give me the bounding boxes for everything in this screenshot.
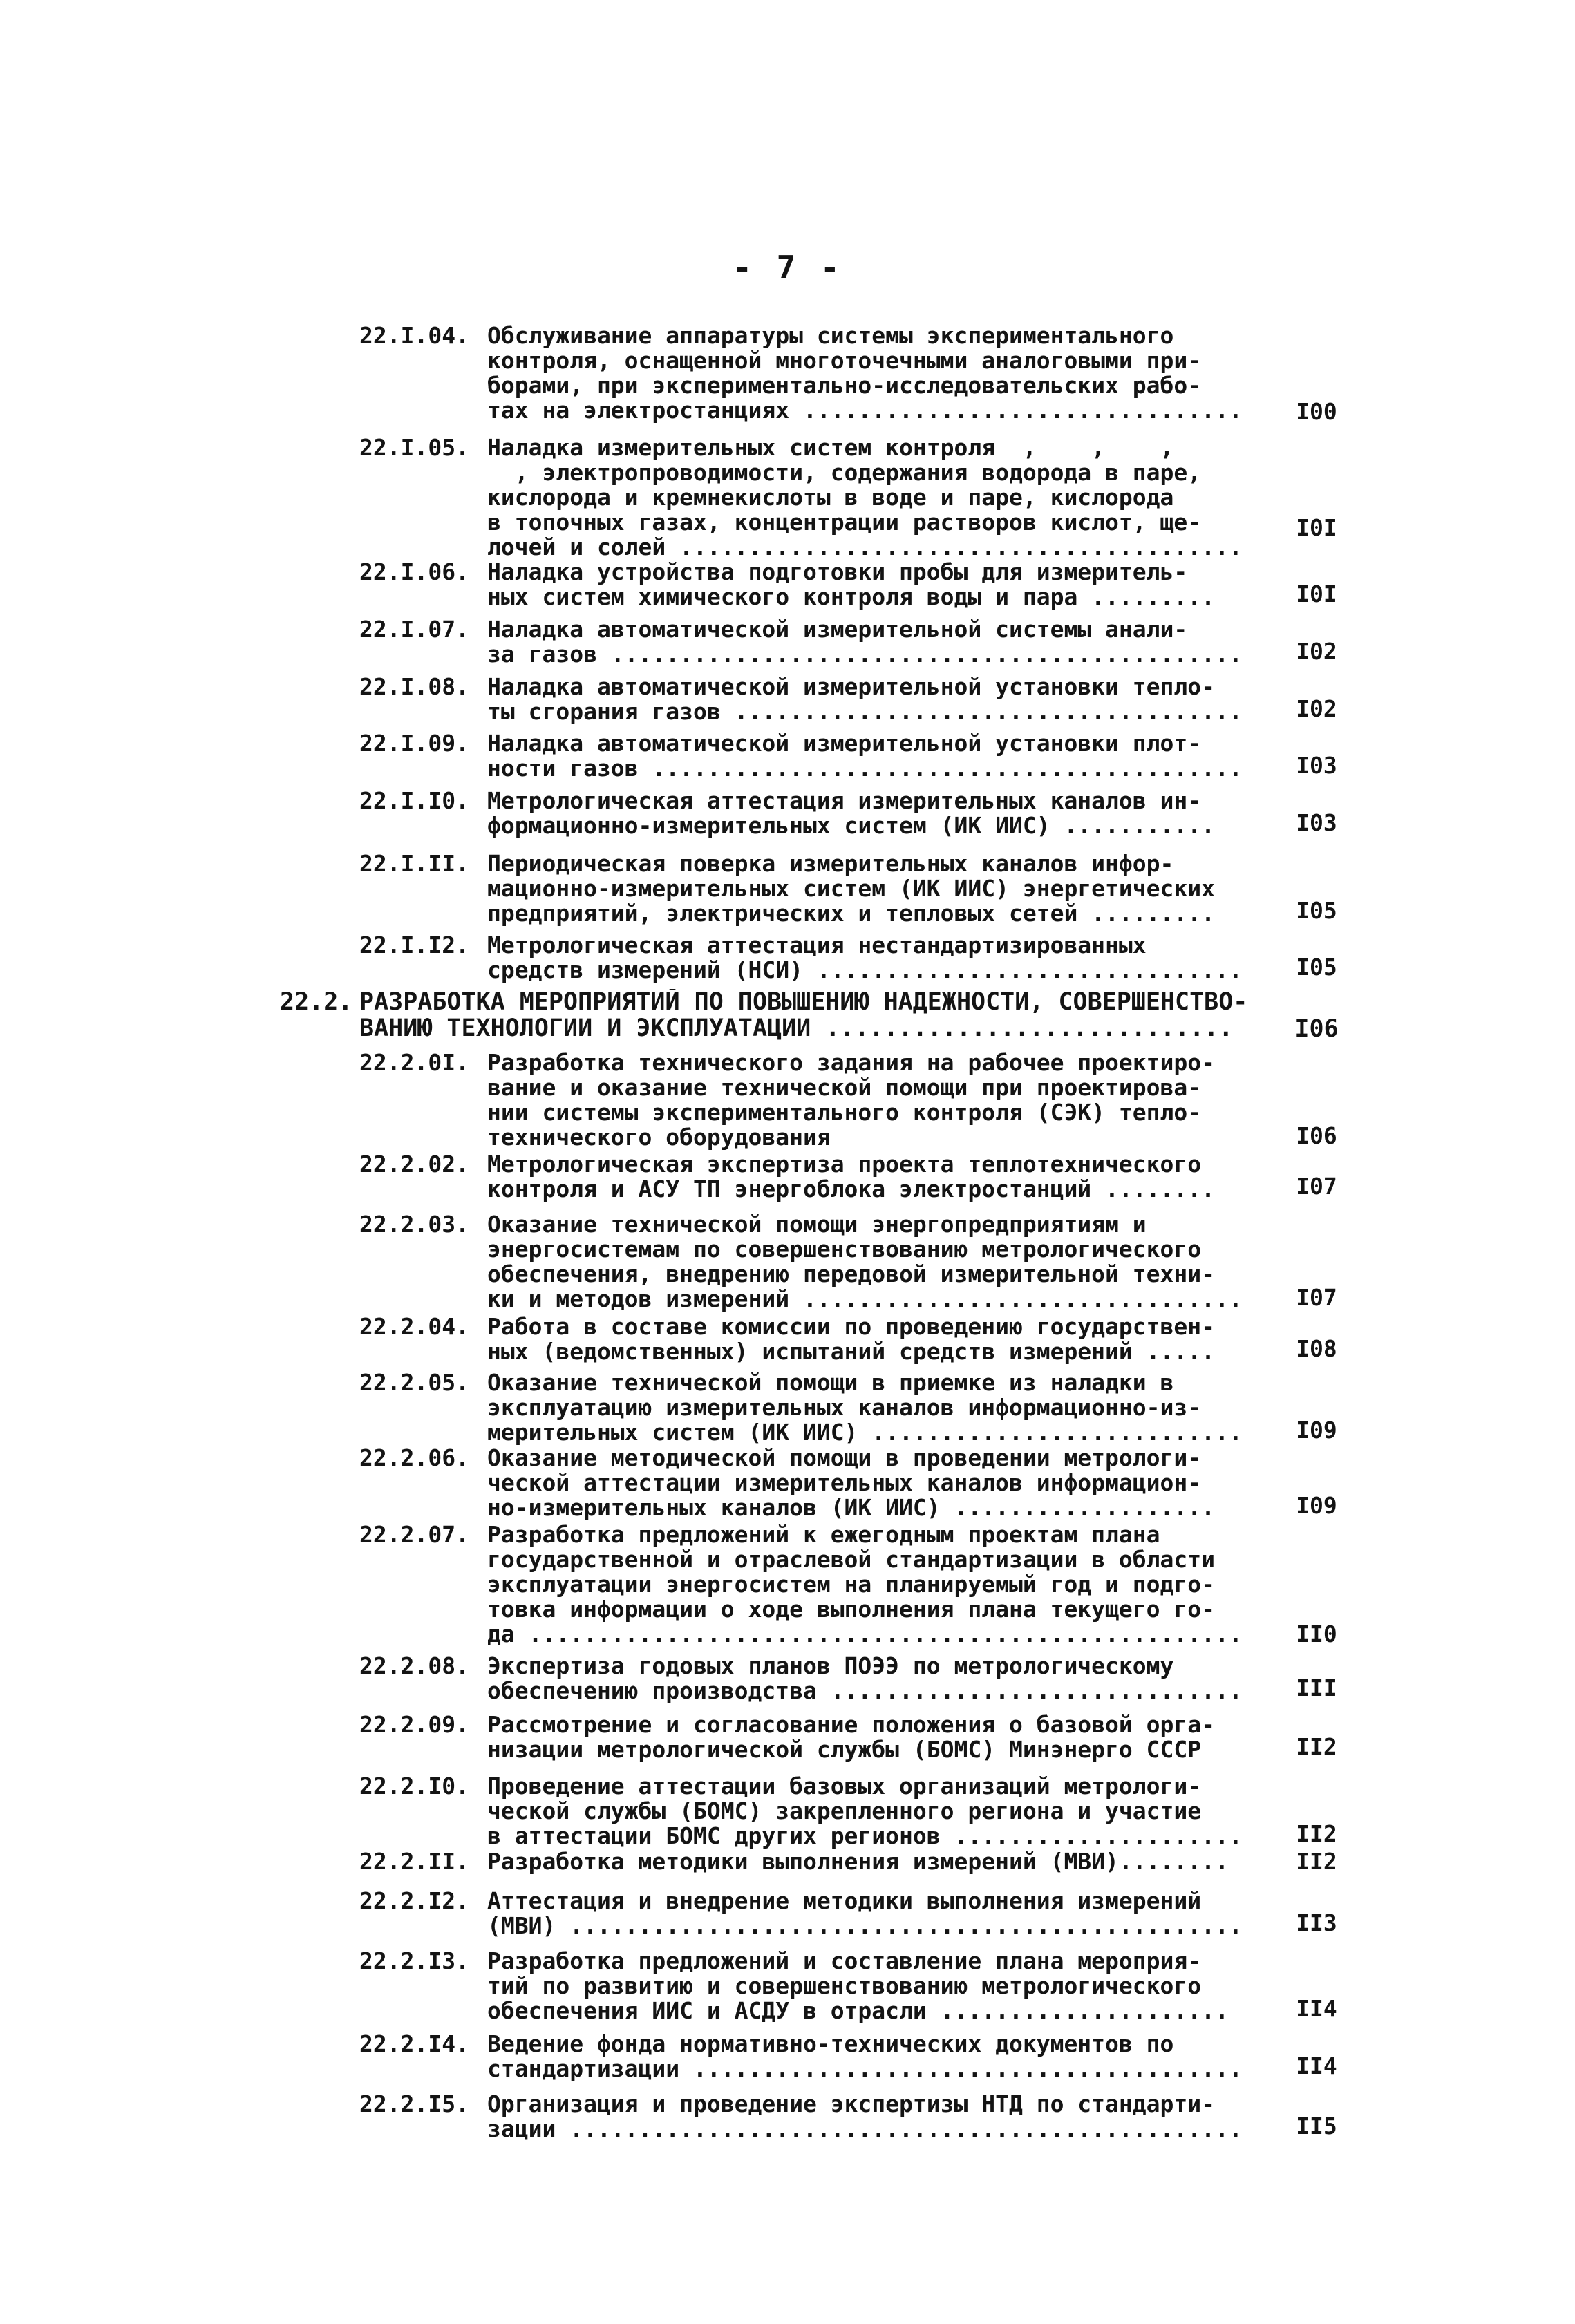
entry-title-line: зации ................................................. <box>487 2117 1243 2142</box>
entry-title <box>487 1314 1258 1364</box>
entry-title-line: Обслуживание аппаратуры системы экспериментального <box>487 323 1174 348</box>
entry-page-number: II2 <box>1296 1733 1337 1760</box>
entry-code: 22.2.I2. <box>359 1887 469 1914</box>
entry-title <box>487 731 1258 781</box>
entry-title-line: Работа в составе комиссии по проведению государствен- <box>487 1314 1215 1339</box>
entry-title-line: Наладка автоматической измерительной системы анали- <box>487 617 1188 642</box>
entry-title-line: в аттестации БОМС других регионов ..................... <box>487 1824 1243 1849</box>
entry-title-line: ных (ведомственных) испытаний средств измерений ..... <box>487 1339 1215 1364</box>
entry-title-line: ных систем химического контроля воды и пара ......... <box>487 585 1215 610</box>
entry-title <box>487 1522 1258 1647</box>
entry-title-line: Наладка автоматической измерительной установки тепло- <box>487 674 1215 699</box>
entry-title-line: Оказание методической помощи в проведении метрологи- <box>487 1446 1202 1471</box>
entry-title-line: обеспечения ИИС и АСДУ в отрасли ..................... <box>487 1999 1229 2023</box>
entry-page-number: II4 <box>1296 1995 1337 2022</box>
entry-code: 22.I.II. <box>359 850 469 877</box>
entry-title-line: Разработка технического задания на рабочее проектиро- <box>487 1050 1215 1075</box>
entry-page-number: I07 <box>1296 1173 1337 1200</box>
entry-title-line: предприятий, электрических и тепловых сетей ......... <box>487 901 1215 926</box>
entry-code: 22.2.05. <box>359 1369 469 1396</box>
entry-title <box>487 1712 1258 1762</box>
entry-code: 22.I.09. <box>359 730 469 757</box>
entry-code: 22.2.03. <box>359 1211 469 1238</box>
entry-title-line: мерительных систем (ИК ИИС) ........................... <box>487 1420 1243 1445</box>
entry-code: 22.I.05. <box>359 434 469 461</box>
entry-page-number: I00 <box>1296 398 1337 425</box>
entry-title-line: Наладка устройства подготовки пробы для измеритель- <box>487 560 1188 585</box>
entry-code: 22.2.I0. <box>359 1773 469 1799</box>
entry-title-line: эксплуатацию измерительных каналов информационно-из- <box>487 1395 1202 1420</box>
entry-title-line: ВАНИЮ ТЕХНОЛОГИИ И ЭКСПЛУАТАЦИИ ............................ <box>359 1015 1234 1041</box>
entry-title-line: РАЗРАБОТКА МЕРОПРИЯТИЙ ПО ПОВЫШЕНИЮ НАДЕЖНОСТИ, СОВЕРШЕНСТВО- <box>359 989 1248 1015</box>
entry-title <box>487 435 1258 560</box>
entry-title-line: но-измерительных каналов (ИК ИИС) ................... <box>487 1495 1215 1520</box>
entry-title-line: контроля, оснащенной многоточечными аналоговыми при- <box>487 348 1202 373</box>
entry-title-line: Метрологическая аттестация нестандартизированных <box>487 933 1147 958</box>
entry-code: 22.2.I5. <box>359 2090 469 2117</box>
entry-title <box>487 1889 1258 1938</box>
entry-code: 22.2.06. <box>359 1444 469 1471</box>
entry-title <box>487 851 1258 926</box>
entry-title <box>487 1370 1258 1445</box>
entry-code: 22.2.04. <box>359 1313 469 1340</box>
entry-page-number: II5 <box>1296 2113 1337 2139</box>
entry-title <box>487 674 1258 724</box>
entry-page-number: I06 <box>1296 1122 1337 1149</box>
entry-title <box>487 2092 1258 2142</box>
entry-title-line: Экспертиза годовых планов ПОЭЭ по метрологическому <box>487 1654 1174 1679</box>
entry-code: 22.2.I4. <box>359 2030 469 2057</box>
entry-title <box>359 989 1258 1041</box>
entry-title-line: эксплуатации энергосистем на планируемый год и подго- <box>487 1572 1215 1597</box>
entry-title-line: Разработка предложений к ежегодным проектам плана <box>487 1522 1160 1547</box>
entry-page-number: II0 <box>1296 1621 1337 1647</box>
entry-title <box>487 933 1258 983</box>
entry-code: 22.2.09. <box>359 1711 469 1738</box>
entry-title-line: Аттестация и внедрение методики выполнения измерений <box>487 1889 1202 1914</box>
entry-title <box>487 2032 1258 2081</box>
entry-title-line: Организация и проведение экспертизы НТД по стандарти- <box>487 2092 1215 2117</box>
entry-page-number: I05 <box>1296 897 1337 924</box>
entry-title-line: в топочных газах, концентрации растворов кислот, ще- <box>487 510 1202 535</box>
entry-page-number: I02 <box>1296 695 1337 722</box>
entry-title-line: Проведение аттестации базовых организаций метрологи- <box>487 1774 1202 1799</box>
entry-title-line: Рассмотрение и согласование положения о базовой орга- <box>487 1712 1215 1737</box>
entry-title-line: товка информации о ходе выполнения плана текущего го- <box>487 1597 1215 1622</box>
entry-title-line: за газов .............................................. <box>487 642 1243 667</box>
entry-title <box>487 1446 1258 1520</box>
entry-page-number: II2 <box>1296 1820 1337 1847</box>
entry-title-line: вание и оказание технической помощи при проектирова- <box>487 1075 1202 1100</box>
entry-page-number: I03 <box>1296 752 1337 779</box>
entry-title-line: обеспечению производства .............................. <box>487 1679 1243 1703</box>
entry-title-line: Оказание технической помощи в приемке из наладки в <box>487 1370 1174 1395</box>
entry-title <box>487 1654 1258 1703</box>
entry-title-line: государственной и отраслевой стандартизации в области <box>487 1547 1215 1572</box>
entry-code: 22.2.II. <box>359 1848 469 1875</box>
entry-title-line: Разработка методики выполнения измерений (МВИ)........ <box>487 1849 1229 1874</box>
entry-code: 22.2. <box>280 988 353 1016</box>
entry-title-line: обеспечения, внедрению передовой измерительной техни- <box>487 1262 1215 1287</box>
entry-title-line: ческой службы (БОМС) закрепленного региона и участие <box>487 1799 1202 1824</box>
entry-title <box>487 1849 1258 1874</box>
page-number: - 7 - <box>733 249 842 286</box>
entry-page-number: I02 <box>1296 638 1337 665</box>
entry-code: 22.2.07. <box>359 1521 469 1548</box>
entry-page-number: II2 <box>1296 1848 1337 1875</box>
entry-page-number: I06 <box>1294 1015 1339 1043</box>
entry-code: 22.I.I2. <box>359 932 469 958</box>
entry-code: 22.2.02. <box>359 1151 469 1178</box>
entry-title <box>487 323 1258 423</box>
entry-title-line: Наладка автоматической измерительной установки плот- <box>487 731 1202 756</box>
entry-title-line: Метрологическая экспертиза проекта теплотехнического <box>487 1152 1202 1177</box>
entry-title-line: средств измерений (НСИ) ............................... <box>487 958 1243 983</box>
entry-page-number: I09 <box>1296 1492 1337 1519</box>
entry-title-line: , электропроводимости, содержания водорода в паре, <box>487 460 1202 485</box>
entry-title-line: да .................................................... <box>487 1622 1243 1647</box>
entry-code: 22.I.I0. <box>359 787 469 814</box>
entry-title-line: Оказание технической помощи энергопредприятиям и <box>487 1212 1147 1237</box>
entry-code: 22.I.04. <box>359 322 469 349</box>
entry-title-line: ности газов ........................................... <box>487 756 1243 781</box>
entry-code: 22.2.I3. <box>359 1947 469 1974</box>
entry-page-number: II3 <box>1296 1909 1337 1936</box>
entry-title-line: тий по развитию и совершенствованию метрологического <box>487 1974 1202 1999</box>
entry-title-line: Ведение фонда нормативно-технических документов по <box>487 2032 1174 2057</box>
entry-code: 22.I.06. <box>359 558 469 585</box>
entry-title-line: нии системы экспериментального контроля (СЭК) тепло- <box>487 1100 1202 1125</box>
entry-title <box>487 1949 1258 2023</box>
entry-code: 22.2.08. <box>359 1652 469 1679</box>
entry-code: 22.I.07. <box>359 616 469 643</box>
entry-title-line: ческой аттестации измерительных каналов информацион- <box>487 1471 1202 1495</box>
entry-title <box>487 560 1258 610</box>
entry-title-line: формационно-измерительных систем (ИК ИИС) ........... <box>487 813 1215 838</box>
entry-title <box>487 1050 1258 1150</box>
entry-title <box>487 1152 1258 1202</box>
entry-title-line: низации метрологической службы (БОМС) Минэнерго СССР <box>487 1737 1202 1762</box>
entry-title-line: Разработка предложений и составление плана мероприя- <box>487 1949 1202 1974</box>
entry-title <box>487 617 1258 667</box>
entry-title-line: борами, при экспериментально-исследовательских рабо- <box>487 373 1202 398</box>
entry-title-line: Метрологическая аттестация измерительных каналов ин- <box>487 788 1202 813</box>
entry-title-line: тах на электростанциях ................................ <box>487 398 1243 423</box>
entry-page-number: III <box>1296 1674 1337 1701</box>
entry-code: 22.2.0I. <box>359 1049 469 1076</box>
entry-page-number: I0I <box>1296 580 1337 607</box>
entry-title <box>487 1212 1258 1312</box>
entry-title-line: (МВИ) ................................................. <box>487 1914 1243 1938</box>
entry-page-number: I08 <box>1296 1335 1337 1362</box>
entry-title-line: технического оборудования <box>487 1125 831 1150</box>
entry-title <box>487 788 1258 838</box>
entry-title-line: ки и методов измерений ................................ <box>487 1287 1243 1312</box>
entry-title-line: Наладка измерительных систем контроля , , , <box>487 435 1174 460</box>
entry-code: 22.I.08. <box>359 673 469 700</box>
entry-title-line: лочей и солей ......................................... <box>487 535 1243 560</box>
entry-title-line: мационно-измерительных систем (ИК ИИС) энергетических <box>487 876 1215 901</box>
entry-title <box>487 1774 1258 1849</box>
entry-page-number: I03 <box>1296 809 1337 836</box>
entry-page-number: I0I <box>1296 514 1337 541</box>
entry-title-line: кислорода и кремнекислоты в воде и паре, кислорода <box>487 485 1174 510</box>
entry-page-number: I05 <box>1296 954 1337 981</box>
entry-page-number: I09 <box>1296 1417 1337 1444</box>
entry-page-number: II4 <box>1296 2052 1337 2079</box>
entry-page-number: I07 <box>1296 1284 1337 1311</box>
entry-title-line: контроля и АСУ ТП энергоблока электростанций ........ <box>487 1177 1215 1202</box>
entry-title-line: ты сгорания газов ..................................... <box>487 699 1243 724</box>
entry-title-line: энергосистемам по совершенствованию метрологического <box>487 1237 1202 1262</box>
entry-title-line: стандартизации ........................................ <box>487 2057 1243 2081</box>
entry-title-line: Периодическая поверка измерительных каналов инфор- <box>487 851 1174 876</box>
